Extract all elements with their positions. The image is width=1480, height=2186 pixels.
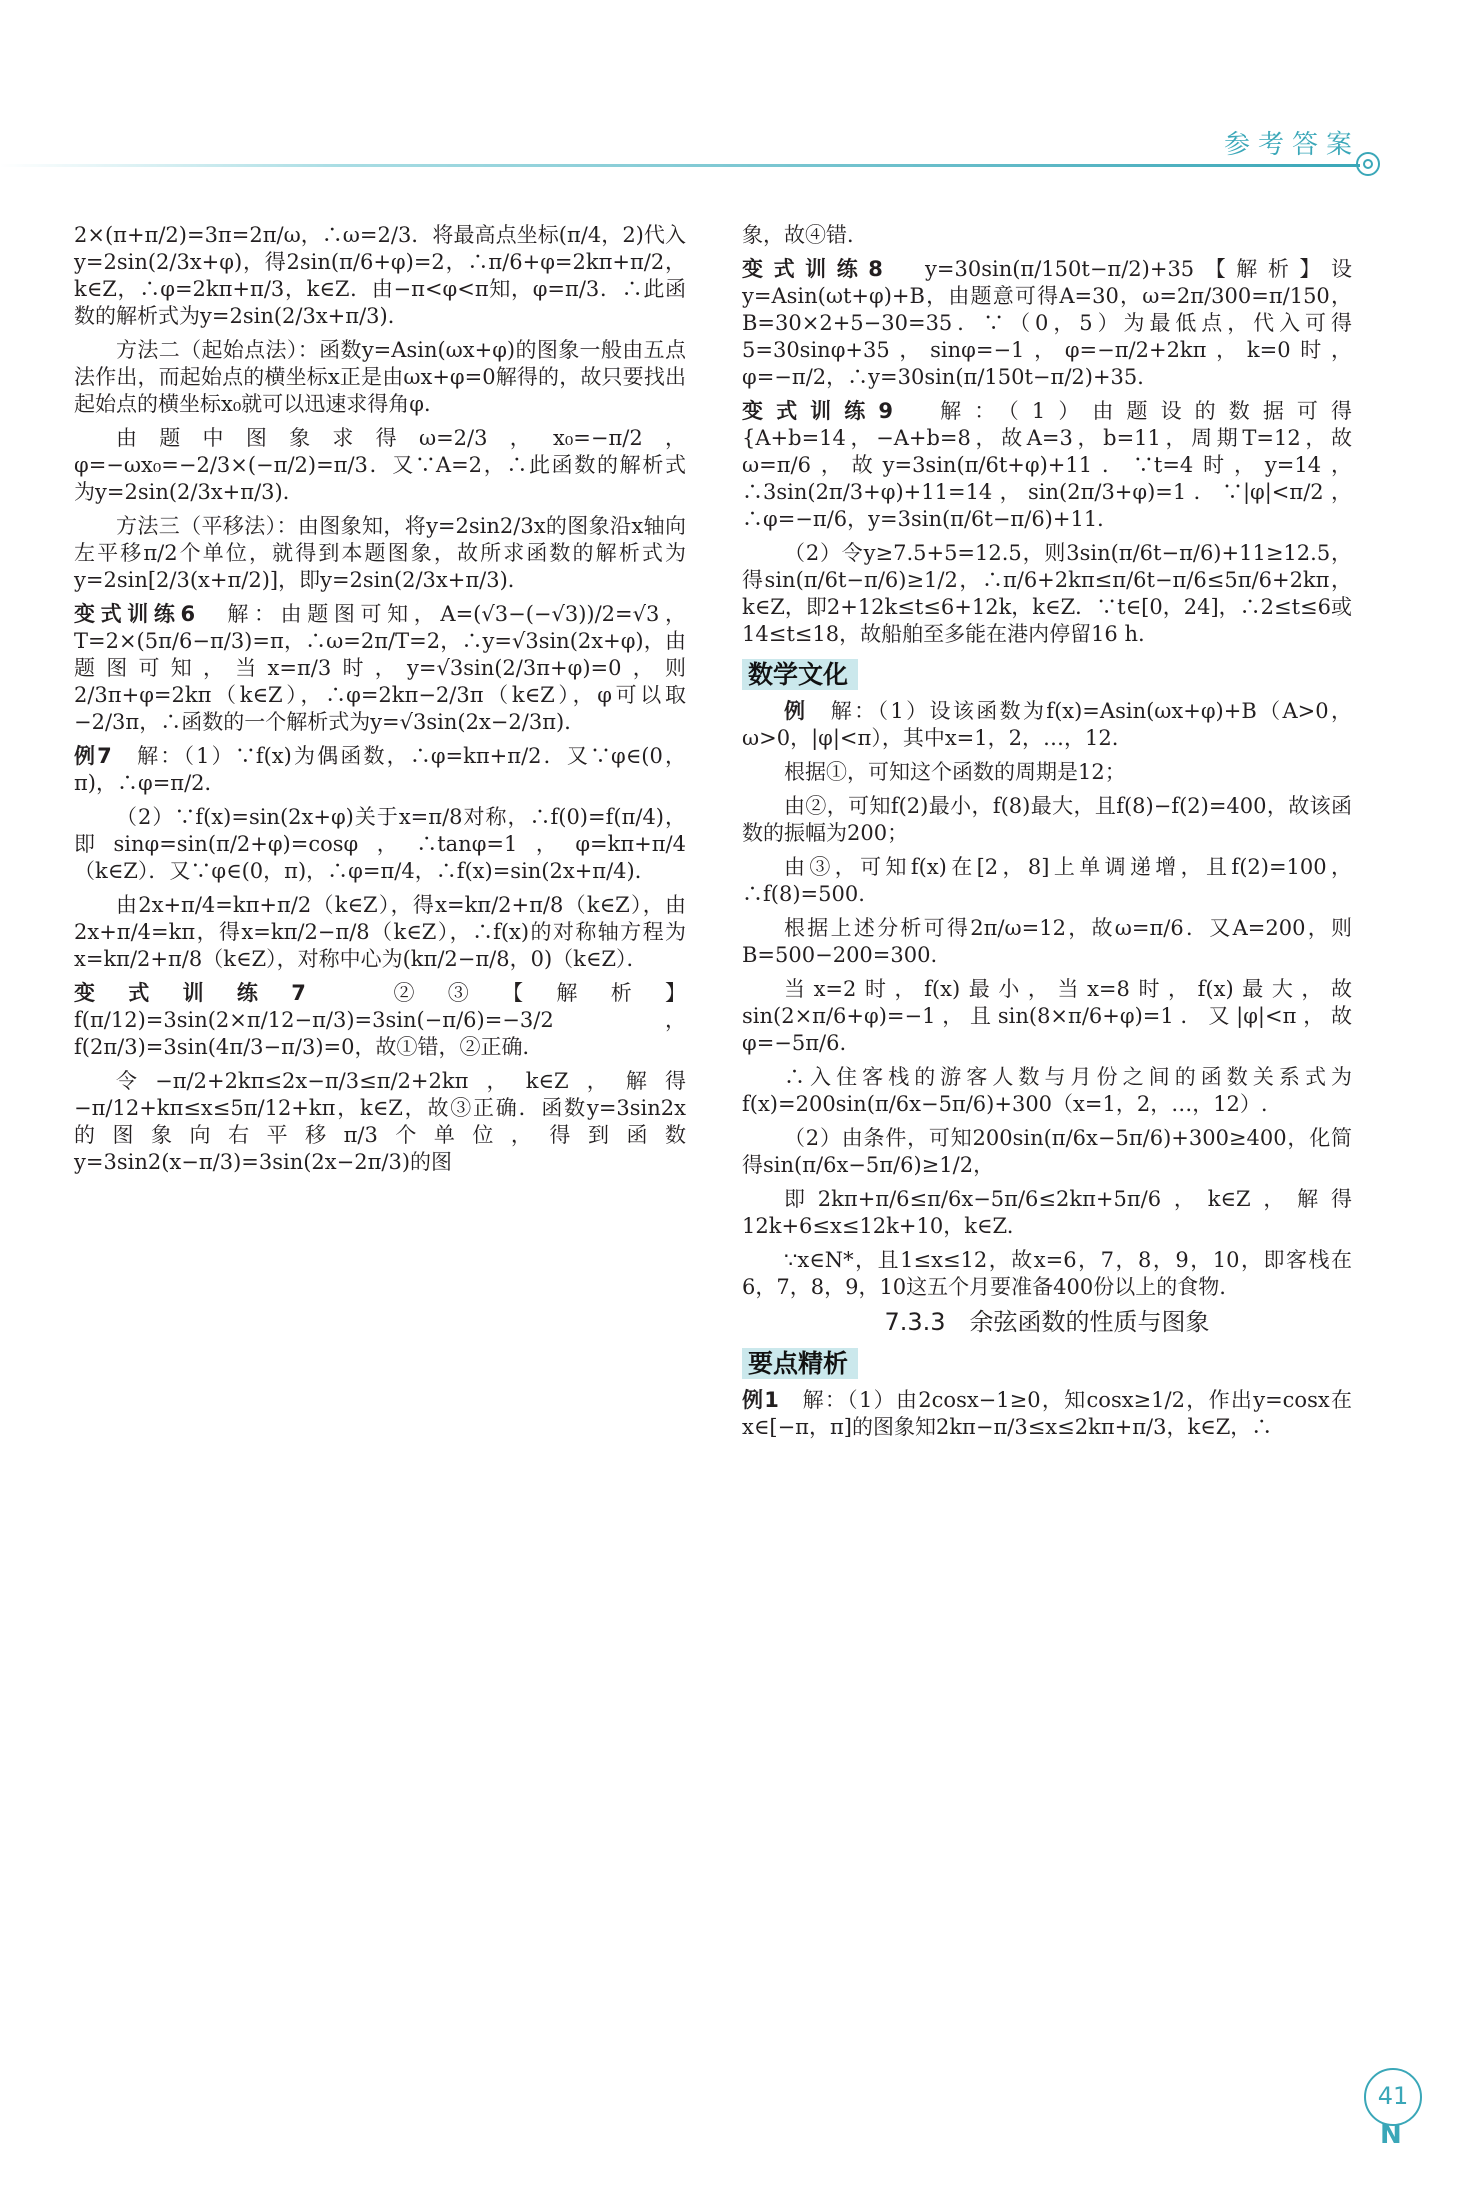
paragraph: 2×(π+π/2)=3π=2π/ω，∴ω=2/3．将最高点坐标(π/4，2)代入y=2sin(2/3x+φ)，得2sin(π/6+φ)=2，∴π/6+φ=2kπ+π/2，k∈Z，∴φ=2kπ+π/3，k∈Z．由−π<φ<π知，φ=π/3．∴此函数的解析式为y=2sin(2/3x+π/3)． bbox=[74, 223, 686, 328]
paragraph-text: 解：（1）设该函数为f(x)=Asin(ωx+φ)+B（A>0，ω>0，|φ|<π），其中x=1，2，…，12. bbox=[742, 699, 1353, 750]
paragraph-text: ②③【解析】f(π/12)=3sin(2×π/12−π/3)=3sin(−π/6)=−3/2，f(2π/3)=3sin(4π/3−π/3)=0，故①错，②正确． bbox=[74, 981, 687, 1059]
exercise-label: 变式训练9 bbox=[742, 399, 893, 423]
paragraph: 当x=2时，f(x)最小，当x=8时，f(x)最大，故sin(2×π/6+φ)=−1，且sin(8×π/6+φ)=1．又|φ|<π，故φ=−5π/6. bbox=[742, 977, 1352, 1055]
header-rule bbox=[0, 164, 1360, 167]
section-heading: 要点精析 bbox=[742, 1348, 858, 1379]
paragraph: 象，故④错． bbox=[742, 223, 868, 247]
exercise-label: 例 bbox=[784, 699, 808, 723]
left-column bbox=[74, 222, 686, 1183]
paragraph: 由②，可知f(2)最小，f(8)最大，且f(8)−f(2)=400，故该函数的振幅为200； bbox=[742, 794, 1352, 845]
paragraph: ∵x∈N*，且1≤x≤12，故x=6，7，8，9，10，即客栈在6，7，8，9，10这五个月要准备400份以上的食物. bbox=[742, 1248, 1352, 1299]
paragraph bbox=[74, 980, 686, 1061]
paragraph: 方法三（平移法）：由图象知，将y=2sin2/3x的图象沿x轴向左平移π/2个单位，就得到本题图象，故所求函数的解析式为y=2sin[2/3(x+π/2)]，即y=2sin(2/3x+π/3)． bbox=[74, 514, 686, 592]
paragraph bbox=[74, 601, 686, 736]
paragraph-text: 解：（1）由2cosx−1≥0，知cosx≥1/2，作出y=cosx在x∈[−π，π]的图象知2kπ−π/3≤x≤2kπ+π/3，k∈Z，∴ bbox=[742, 1388, 1352, 1439]
exercise-label: 变式训练6 bbox=[74, 602, 196, 626]
paragraph: 即2kπ+π/6≤π/6x−5π/6≤2kπ+5π/6，k∈Z，解得12k+6≤x≤12k+10，k∈Z. bbox=[742, 1187, 1352, 1238]
exercise-label: 变式训练7 bbox=[74, 981, 306, 1005]
exercise-label: 例1 bbox=[742, 1388, 779, 1412]
circle-ornament-icon bbox=[1356, 152, 1380, 176]
paragraph-text: 解：由题图可知，A=(√3−(−√3))/2=√3，T=2×(5π/6−π/3)=π，∴ω=2π/T=2，∴y=√3sin(2x+φ)，由题图可知，当x=π/3时，y=√3sin(2/3π+φ)=0，则2/3π+φ=2kπ（k∈Z），∴φ=2kπ−2/3π（k∈Z），φ可以取−2/3π，∴函数的一个解析式为y=√3sin(2x−2/3π)． bbox=[74, 602, 687, 734]
paragraph-text: 解：（1）∵f(x)为偶函数，∴φ=kπ+π/2．又∵φ∈(0，π)，∴φ=π/2． bbox=[74, 744, 686, 795]
logo-letter: N bbox=[1380, 2120, 1402, 2150]
paragraph: （2）令y≥7.5+5=12.5，则3sin(π/6t−π/6)+11≥12.5，得sin(π/6t−π/6)≥1/2，∴π/6+2kπ≤π/6t−π/6≤5π/6+2kπ，k∈Z，即2+12k≤t≤6+12k，k∈Z．∵t∈[0，24]，∴2≤t≤6或14≤t≤18，故船舶至多能在港内停留16 h. bbox=[742, 541, 1352, 646]
subsection-title: 7.3.3 余弦函数的性质与图象 bbox=[884, 1308, 1210, 1336]
paragraph: 由2x+π/4=kπ+π/2（k∈Z），得x=kπ/2+π/8（k∈Z），由2x+π/4=kπ，得x=kπ/2−π/8（k∈Z），∴f(x)的对称轴方程为x=kπ/2+π/8（k∈Z），对称中心为(kπ/2−π/8，0)（k∈Z）． bbox=[74, 893, 686, 971]
header-title: 参考答案 bbox=[1223, 130, 1360, 160]
right-column bbox=[742, 222, 1352, 1448]
paragraph: 根据①，可知这个函数的周期是12； bbox=[784, 760, 1126, 784]
paragraph: 根据上述分析可得2π/ω=12，故ω=π/6．又A=200，则B=500−200=300. bbox=[742, 916, 1352, 967]
paragraph: ∴入住客栈的游客人数与月份之间的函数关系式为f(x)=200sin(π/6x−5π/6)+300（x=1，2，…，12）. bbox=[742, 1065, 1352, 1116]
paragraph bbox=[742, 398, 1352, 533]
paragraph bbox=[742, 256, 1352, 391]
paragraph: （2）∵f(x)=sin(2x+φ)关于x=π/8对称，∴f(0)=f(π/4)，即sinφ=sin(π/2+φ)=cosφ，∴tanφ=1，φ=kπ+π/4（k∈Z）．又∵φ∈(0，π)，∴φ=π/4，∴f(x)=sin(2x+π/4)． bbox=[74, 805, 686, 883]
paragraph bbox=[742, 698, 1352, 752]
paragraph bbox=[742, 1387, 1352, 1441]
paragraph: 由③，可知f(x)在[2，8]上单调递增，且f(2)=100，∴f(8)=500. bbox=[742, 855, 1352, 906]
paragraph: 由题中图象求得ω=2/3，x₀=−π/2，φ=−ωx₀=−2/3×(−π/2)=π/3．又∵A=2，∴此函数的解析式为y=2sin(2/3x+π/3)． bbox=[74, 426, 686, 504]
paragraph bbox=[74, 743, 686, 797]
paragraph: （2）由条件，可知200sin(π/6x−5π/6)+300≥400，化简得sin(π/6x−5π/6)≥1/2， bbox=[742, 1126, 1352, 1177]
paragraph: 方法二（起始点法）：函数y=Asin(ωx+φ)的图象一般由五点法作出，而起始点的横坐标x正是由ωx+φ=0解得的，故只要找出起始点的横坐标x₀就可以迅速求得角φ． bbox=[74, 338, 686, 416]
paragraph-text: 解：（1）由题设的数据可得{A+b=14，−A+b=8，故A=3，b=11，周期T=12，故ω=π/6，故y=3sin(π/6t+φ)+11．∵t=4时，y=14，∴3sin(2π/3+φ)+11=14，sin(2π/3+φ)=1．∵|φ|<π/2，∴φ=−π/6，y=3sin(π/6t−π/6)+11． bbox=[742, 399, 1352, 531]
section-heading: 数学文化 bbox=[742, 659, 858, 690]
paragraph: 令−π/2+2kπ≤2x−π/3≤π/2+2kπ，k∈Z，解得−π/12+kπ≤x≤5π/12+kπ，k∈Z，故③正确．函数y=3sin2x的图象向右平移π/3个单位，得到函数y=3sin2(x−π/3)=3sin(2x−2π/3)的图 bbox=[74, 1069, 686, 1174]
paragraph-text: y=30sin(π/150t−π/2)+35【解析】设y=Asin(ωt+φ)+B，由题意可得A=30，ω=2π/300=π/150，B=30×2+5−30=35．∵（0，5）为最低点，代入可得5=30sinφ+35，sinφ=−1，φ=−π/2+2kπ，k=0时，φ=−π/2，∴y=30sin(π/150t−π/2)+35． bbox=[742, 257, 1352, 389]
exercise-label: 例7 bbox=[74, 744, 112, 768]
page-number: 41 bbox=[1364, 2068, 1422, 2126]
exercise-label: 变式训练8 bbox=[742, 257, 883, 281]
